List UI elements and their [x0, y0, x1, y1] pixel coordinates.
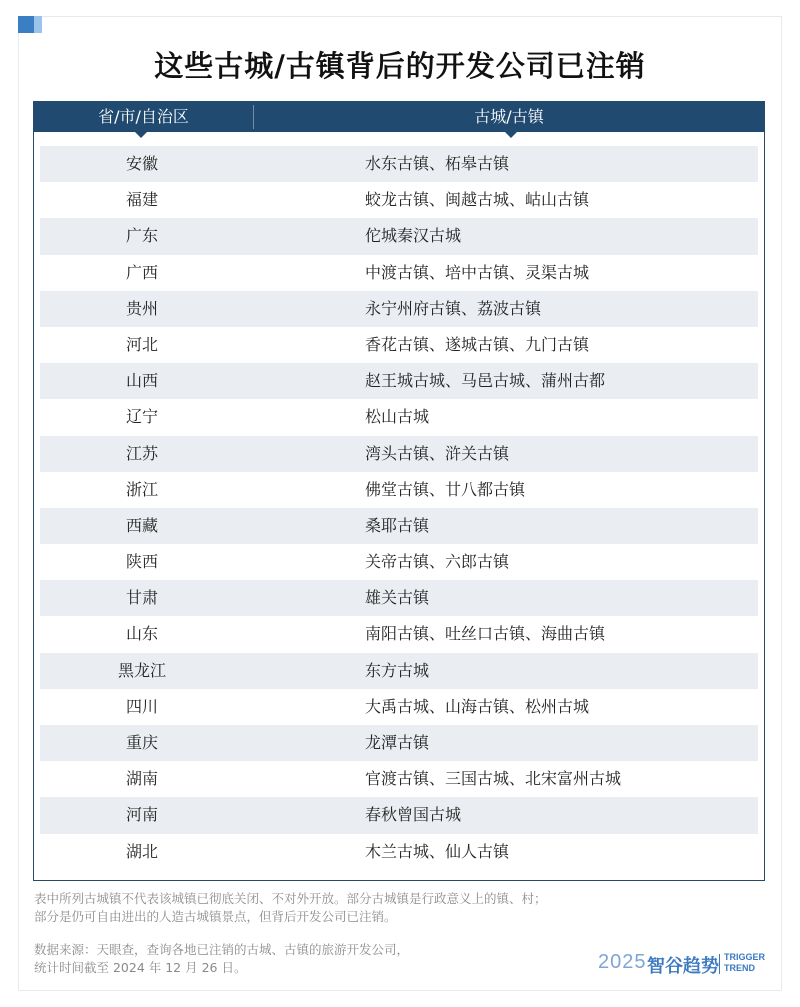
table-row: [40, 472, 758, 508]
table-row: [40, 725, 758, 761]
towns-cell: 木兰古城、仙人古镇: [365, 841, 510, 861]
town-table: [33, 101, 765, 881]
brand-name-en-line-2: TREND: [724, 963, 755, 973]
province-cell: 甘肃: [125, 588, 158, 608]
towns-cell: 湾头古镇、浒关古镇: [365, 443, 510, 463]
brand-name-en: [724, 952, 765, 974]
brand-divider: [719, 954, 720, 974]
table-row: [40, 327, 758, 363]
caret-down-icon: [505, 132, 517, 138]
header-province: 省/市/自治区: [98, 107, 189, 126]
towns-cell: 大禹古城、山海古镇、松州古城: [365, 696, 590, 716]
province-cell: 福建: [125, 190, 158, 210]
table-body: [40, 146, 758, 870]
towns-cell: 桑耶古镇: [365, 515, 430, 535]
towns-cell: 松山古城: [365, 407, 430, 427]
table-row: [40, 218, 758, 254]
brand-name-cn: 智谷趋势: [647, 956, 719, 977]
table-row: [40, 616, 758, 652]
page-title: 这些古城/古镇背后的开发公司已注销: [154, 49, 646, 83]
corner-logo-mark: [18, 16, 42, 33]
towns-cell: 龙潭古镇: [365, 733, 430, 752]
source-line-2: 统计时间截至 2024 年 12 月 26 日。: [34, 960, 247, 975]
towns-cell: 南阳古镇、吐丝口古镇、海曲古镇: [365, 624, 606, 644]
towns-cell: 永宁州府古镇、荔波古镇: [365, 298, 542, 318]
province-cell: 安徽: [125, 154, 158, 173]
data-source: [34, 941, 554, 977]
province-cell: 辽宁: [125, 407, 158, 427]
footnote: [34, 890, 734, 926]
header-towns: 古城/古镇: [474, 107, 544, 126]
towns-cell: 赵王城古城、马邑古城、蒲州古都: [365, 371, 606, 391]
province-cell: 湖南: [125, 769, 158, 789]
towns-cell: 东方古城: [365, 660, 430, 680]
table-row: [40, 291, 758, 327]
province-cell: 重庆: [125, 733, 158, 752]
table-row: [40, 508, 758, 544]
province-cell: 湖北: [125, 841, 158, 861]
footnote-line-2: 部分是仍可自由进出的人造古城镇景点，但背后开发公司已注销。: [34, 909, 397, 924]
towns-cell: 佗城秦汉古城: [365, 226, 462, 246]
table-row: [40, 761, 758, 797]
table-row: [40, 797, 758, 833]
province-cell: 山西: [125, 371, 158, 391]
towns-cell: 中渡古镇、培中古镇、灵渠古城: [365, 262, 590, 282]
brand-name-en-line-1: TRIGGER: [724, 952, 766, 962]
province-cell: 广西: [125, 262, 158, 282]
caret-down-icon: [135, 132, 147, 138]
towns-cell: 官渡古镇、三国古城、北宋富州古城: [365, 769, 622, 789]
table-row: [40, 544, 758, 580]
table-row: [40, 146, 758, 182]
province-cell: 黑龙江: [117, 660, 166, 680]
province-cell: 贵州: [125, 298, 158, 318]
source-line-1: 数据来源：天眼查，查询各地已注销的古城、古镇的旅游开发公司，: [34, 942, 410, 957]
towns-cell: 香花古镇、遂城古镇、九门古镇: [365, 334, 590, 354]
towns-cell: 佛堂古镇、廿八都古镇: [365, 479, 526, 499]
towns-cell: 蛟龙古镇、闽越古城、岵山古镇: [365, 190, 590, 210]
province-cell: 河北: [125, 334, 158, 354]
towns-cell: 水东古镇、柘皋古镇: [365, 154, 510, 173]
towns-cell: 春秋曾国古城: [365, 805, 462, 825]
table-header: [34, 102, 764, 132]
table-row: [40, 834, 758, 870]
table-row: [40, 399, 758, 435]
towns-cell: 关帝古镇、六郎古镇: [365, 552, 510, 572]
province-cell: 西藏: [125, 515, 158, 535]
table-row: [40, 580, 758, 616]
footnote-line-1: 表中所列古城镇不代表该城镇已彻底关闭、不对外开放。部分古城镇是行政意义上的镇、村；: [34, 891, 547, 906]
brand-year: 2025: [598, 951, 647, 973]
table-row: [40, 363, 758, 399]
province-cell: 河南: [125, 805, 158, 825]
province-cell: 江苏: [125, 443, 158, 463]
province-cell: 陕西: [125, 552, 158, 572]
province-cell: 浙江: [125, 479, 158, 499]
towns-cell: 雄关古镇: [365, 588, 430, 608]
province-cell: 四川: [125, 696, 158, 716]
table-row: [40, 689, 758, 725]
table-row: [40, 182, 758, 218]
province-cell: 广东: [125, 226, 158, 246]
table-row: [40, 653, 758, 689]
table-row: [40, 436, 758, 472]
table-row: [40, 255, 758, 291]
province-cell: 山东: [125, 624, 158, 644]
